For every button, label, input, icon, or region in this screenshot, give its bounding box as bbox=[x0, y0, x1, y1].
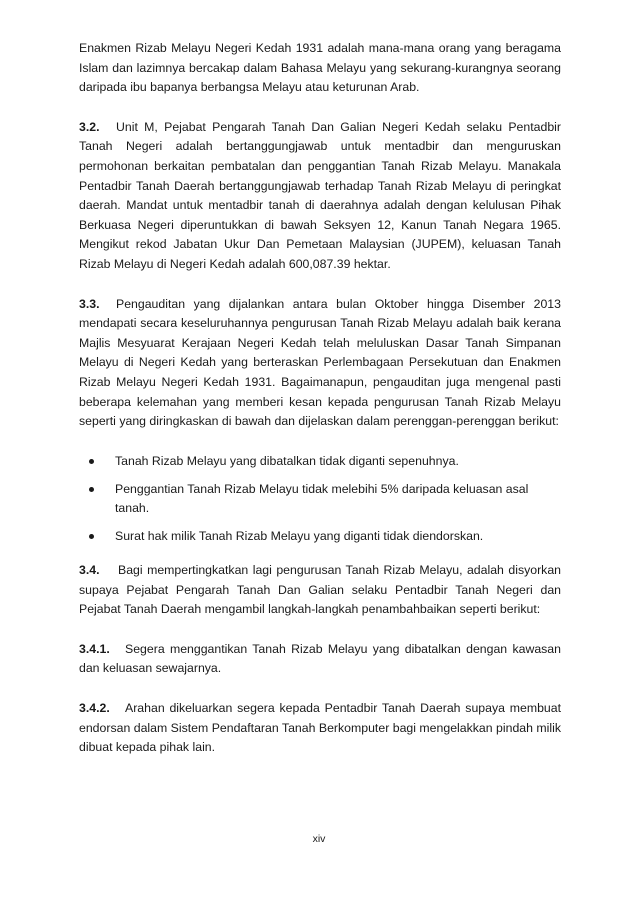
section-number: 3.4.1. bbox=[79, 641, 110, 656]
section-number: 3.4.2. bbox=[79, 701, 110, 716]
list-item: Tanah Rizab Melayu yang dibatalkan tidak diganti sepenuhnya. bbox=[79, 452, 561, 472]
bullet-icon bbox=[89, 459, 94, 464]
findings-list bbox=[79, 452, 561, 547]
section-3-4 bbox=[79, 561, 561, 620]
section-3-3 bbox=[79, 295, 561, 432]
bullet-icon bbox=[89, 487, 94, 492]
list-item: Penggantian Tanah Rizab Melayu tidak melebihi 5% daripada keluasan asal tanah. bbox=[79, 480, 561, 519]
section-text: Pengauditan yang dijalankan antara bulan Oktober hingga Disember 2013 mendapati secara keseluruhannya pengurusan Tanah Rizab Melayu adalah baik kerana Majlis Mesyuarat Kerajaan Negeri Kedah telah meluluskan Dasar Tanah Simpanan Melayu di Negeri Kedah yang berteraskan Perlembagaan Persekutuan dan Enakmen Rizab Melayu Negeri Kedah 1931. Bagaimanapun, pengauditan juga mengenal pasti beberapa kelemahan yang memberi kesan kepada pengurusan Tanah Rizab Melayu seperti yang diringkaskan di bawah dan dijelaskan dalam perenggan-perenggan berikut: bbox=[79, 296, 561, 429]
intro-paragraph: Enakmen Rizab Melayu Negeri Kedah 1931 adalah mana-mana orang yang beragama Islam dan lazimnya bercakap dalam Bahasa Melayu yang sekurang-kurangnya seorang daripada ibu bapanya berbangsa Melayu atau keturunan Arab. bbox=[79, 41, 561, 95]
section-text: Bagi mempertingkatkan lagi pengurusan Tanah Rizab Melayu, adalah disyorkan supaya Pejabat Pengarah Tanah Dan Galian selaku Pentadbir Tanah Negeri dan Pejabat Tanah Daerah mengambil langkah-langkah penambahbaikan seperti berikut: bbox=[79, 563, 561, 617]
section-3-2 bbox=[79, 118, 561, 275]
section-3-4-2 bbox=[79, 699, 561, 758]
section-text: Arahan dikeluarkan segera kepada Pentadbir Tanah Daerah supaya membuat endorsan dalam Sistem Pendaftaran Tanah Berkomputer bagi mengelakkan pindah milik dibuat kepada pihak lain. bbox=[79, 701, 561, 755]
section-text: Unit M, Pejabat Pengarah Tanah Dan Galian Negeri Kedah selaku Pentadbir Tanah Negeri adalah bertanggungjawab untuk mentadbir dan menguruskan permohonan berkaitan pembatalan dan penggantian Tanah Rizab Melayu. Manakala Pentadbir Tanah Daerah bertanggungjawab terhadap Tanah Rizab Melayu di peringkat daerah. Mandat untuk mentadbir tanah di daerahnya adalah dengan kelulusan Pihak Berkuasa Negeri diperuntukkan di bawah Seksyen 12, Kanun Tanah Negara 1965. Mengikut rekod Jabatan Ukur Dan Pemetaan Malaysian (JUPEM), keluasan Tanah Rizab Melayu di Negeri Kedah adalah 600,087.39 hektar. bbox=[79, 119, 561, 271]
list-item: Surat hak milik Tanah Rizab Melayu yang diganti tidak diendorskan. bbox=[79, 527, 561, 547]
section-number: 3.2. bbox=[79, 119, 100, 134]
section-number: 3.3. bbox=[79, 296, 100, 311]
bullet-icon bbox=[89, 534, 94, 539]
page-number: xiv bbox=[312, 833, 326, 845]
section-text: Segera menggantikan Tanah Rizab Melayu yang dibatalkan dengan kawasan dan keluasan sewajarnya. bbox=[79, 641, 561, 676]
document-body bbox=[79, 39, 561, 758]
section-number: 3.4. bbox=[79, 563, 100, 578]
section-3-4-1 bbox=[79, 640, 561, 679]
